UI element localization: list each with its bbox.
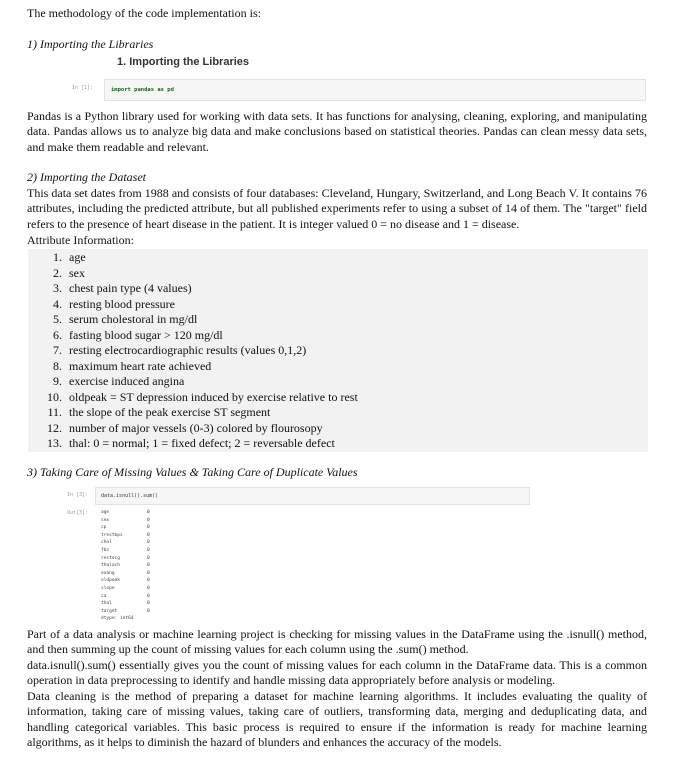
attribute-text: resting blood pressure (69, 296, 175, 311)
code-cell-1[interactable] (104, 79, 646, 101)
output-count: 0 (147, 525, 150, 531)
output-count: 0 (147, 585, 150, 591)
attribute-info-heading: Attribute Information: (27, 233, 134, 247)
attribute-text: maximum heart rate achieved (69, 358, 212, 373)
attribute-item (28, 250, 648, 266)
output-count: 0 (147, 593, 150, 599)
attribute-text: age (69, 250, 86, 264)
output-column-name: restecg (101, 555, 120, 561)
section-1-heading: 1) Importing the Libraries (27, 37, 154, 51)
output-row (101, 539, 221, 547)
output-row (101, 509, 221, 517)
output-column-name: trestbps (101, 532, 123, 538)
attribute-number: 5. (53, 312, 62, 326)
output-column-name: thal (101, 601, 112, 607)
output-count: 0 (147, 532, 150, 538)
output-count: 0 (147, 563, 150, 569)
output-row (101, 600, 221, 608)
section-2-heading: 2) Importing the Dataset (27, 170, 146, 184)
attribute-number: 12. (47, 420, 62, 435)
attribute-text: chest pain type (4 values) (69, 281, 192, 295)
attribute-number: 7. (53, 343, 62, 357)
output-column-name: target (101, 608, 118, 614)
output-count: 0 (147, 601, 150, 607)
attribute-list (28, 249, 648, 452)
output-row (101, 562, 221, 570)
attribute-item (28, 421, 648, 437)
attribute-item (28, 390, 648, 406)
output-row (101, 555, 221, 563)
attribute-item (28, 374, 648, 390)
output-row (101, 517, 221, 525)
cleaning-paragraph: Data cleaning is the method of preparing a dataset for machine learning algorithms. It includes evaluating the quality of information, taking care of missing values, taking care of outliers, transforming data, merging and deduplicating data, and handling categorical variables. This basic process is required to ensure if the information is ready for machine learning algorithms, as it helps to diminish the hazard of blunders and enhances the accuracy of the models. (27, 689, 647, 750)
attribute-text: thal: 0 = normal; 1 = fixed defect; 2 = reversable defect (69, 436, 335, 450)
attribute-item (28, 359, 648, 375)
attribute-number: 1. (53, 250, 62, 264)
attribute-number: 8. (53, 358, 62, 373)
attribute-text: oldpeak = ST depression induced by exercise relative to rest (69, 389, 358, 404)
attribute-text: number of major vessels (0-3) colored by flourosopy (69, 420, 323, 435)
attribute-item (28, 312, 648, 328)
attribute-number: 6. (53, 327, 62, 342)
attribute-text: fasting blood sugar > 120 mg/dl (69, 327, 223, 342)
attribute-number: 3. (53, 281, 62, 295)
output-count: 0 (147, 608, 150, 614)
sum-paragraph: data.isnull().sum() essentially gives you the count of missing values for each column in the DataFrame data. This is a common operation in data preprocessing to identify and handle missing data appropriately before analysis or modeling. (27, 658, 647, 688)
output-row (101, 585, 221, 593)
output-row (101, 524, 221, 532)
intro-text: The methodology of the code implementation is: (27, 6, 261, 20)
attribute-text: resting electrocardiographic results (values 0,1,2) (69, 343, 307, 357)
output-row (101, 570, 221, 578)
output-block (101, 509, 221, 623)
output-count: 0 (147, 517, 150, 523)
attribute-item (28, 328, 648, 344)
dataset-paragraph: This data set dates from 1988 and consists of four databases: Cleveland, Hungary, Switzerland, and Long Beach V. It contains 76 attributes, including the predicted attribute, but all published experiments refer to using a subset of 14 of them. The "target" field refers to the presence of heart disease in the patient. It is integer valued 0 = no disease and 1 = disease. (27, 186, 647, 231)
attribute-number: 13. (47, 436, 62, 450)
output-row (101, 532, 221, 540)
attribute-item (28, 266, 648, 282)
output-count: 0 (147, 547, 150, 553)
output-column-name: age (101, 510, 110, 515)
output-column-name: chol (101, 540, 112, 546)
attribute-list-box (28, 249, 648, 452)
output-count: 0 (147, 540, 150, 546)
pandas-paragraph: Pandas is a Python library used for working with data sets. It has functions for analysing, cleaning, exploring, and manipulating data. Pandas allows us to analyze big data and make conclusions based on statistical theories. Pandas can clean messy data sets, and make them readable and relevant. (27, 109, 647, 154)
attribute-number: 2. (53, 265, 62, 280)
attribute-item (28, 405, 648, 421)
isnull-paragraph: Part of a data analysis or machine learning project is checking for missing values in the DataFrame using the .isnull() method, and then summing up the count of missing values for each column using the .sum() method. (27, 627, 647, 657)
output-row (101, 547, 221, 555)
output-count: 0 (147, 578, 150, 584)
cell-prompt-3: In [3]: (67, 492, 89, 498)
attribute-number: 4. (53, 296, 62, 311)
attribute-number: 10. (47, 389, 62, 404)
output-row (101, 577, 221, 585)
attribute-item (28, 297, 648, 313)
attribute-item (28, 343, 648, 359)
output-column-name: ca (101, 593, 107, 599)
dtype-line: dtype: int64 (101, 616, 134, 622)
attribute-item (28, 281, 648, 297)
code-cell-3[interactable] (95, 487, 530, 505)
section-3-heading: 3) Taking Care of Missing Values & Taking Care of Duplicate Values (27, 465, 358, 479)
attribute-text: serum cholestoral in mg/dl (69, 312, 198, 326)
output-column-name: sex (101, 517, 110, 523)
output-column-name: fbs (101, 547, 110, 553)
attribute-text: the slope of the peak exercise ST segment (69, 405, 271, 419)
output-column-name: oldpeak (101, 578, 120, 584)
attribute-item (28, 436, 648, 452)
output-column-name: thalach (101, 563, 120, 569)
output-count: 0 (147, 510, 150, 515)
attribute-text: sex (69, 265, 85, 280)
attribute-text: exercise induced angina (69, 374, 185, 388)
cell-prompt-1: In [1]: (72, 85, 94, 91)
notebook-heading: 1. Importing the Libraries (117, 56, 250, 68)
output-prompt-3: Out[3]: (67, 510, 89, 516)
output-column-name: slope (101, 585, 115, 591)
code-line: import pandas as pd (111, 87, 174, 93)
output-count: 0 (147, 570, 150, 576)
output-column-name: exang (101, 570, 115, 576)
attribute-number: 11. (47, 405, 62, 419)
output-count: 0 (147, 555, 150, 561)
output-column-name: cp (101, 525, 107, 531)
attribute-number: 9. (53, 374, 62, 388)
output-row (101, 608, 221, 616)
output-row (101, 593, 221, 601)
code-line: data.isnull().sum() (101, 493, 159, 499)
